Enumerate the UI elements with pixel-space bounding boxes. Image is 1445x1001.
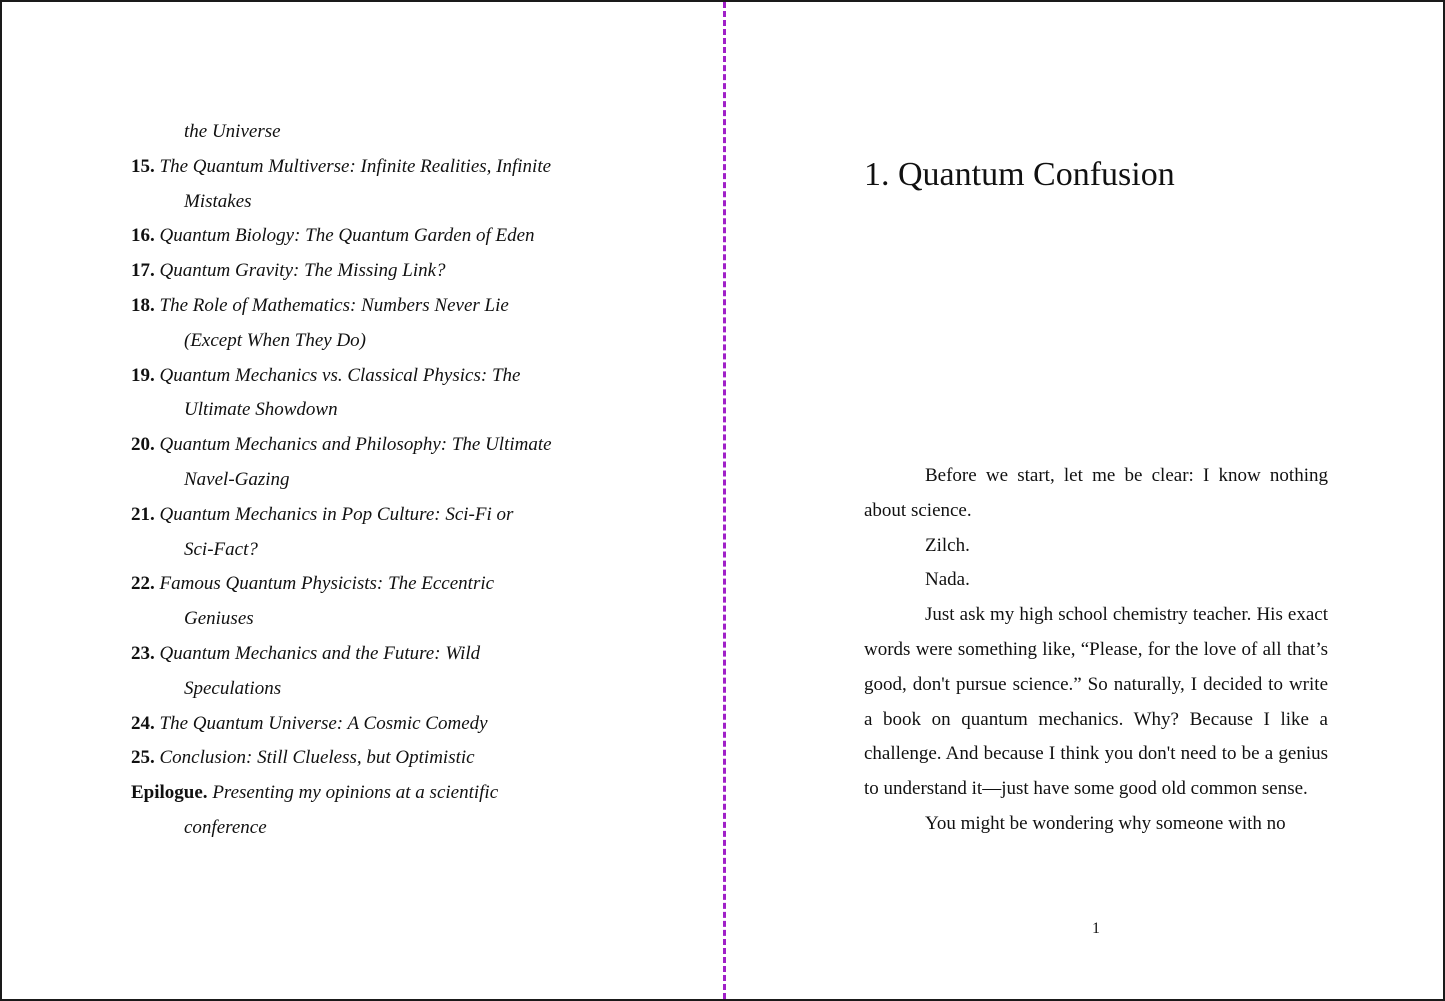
toc-entry xyxy=(131,150,601,220)
toc-entry-title: Quantum Mechanics in Pop Culture: Sci-Fi or xyxy=(159,503,514,525)
toc-entry-title: Quantum Gravity: The Missing Link? xyxy=(159,260,446,282)
toc-entry-title: The Quantum Universe: A Cosmic Comedy xyxy=(159,712,488,734)
toc-entry xyxy=(131,254,601,289)
body-paragraph: Before we start, let me be clear: I know nothing about science. xyxy=(864,465,1328,521)
toc-entry-title: The Quantum Multiverse: Infinite Realities, Infinite xyxy=(159,155,552,177)
toc-entry xyxy=(131,707,601,742)
table-of-contents xyxy=(131,115,601,846)
toc-entry-title-continued: Geniuses xyxy=(184,608,254,630)
toc-entry-title: Quantum Mechanics and the Future: Wild xyxy=(159,642,481,664)
toc-entry xyxy=(131,289,601,359)
page-divider xyxy=(723,2,726,999)
toc-entry xyxy=(131,498,601,568)
body-paragraph: Nada. xyxy=(925,569,970,591)
toc-entry-title-continued: Mistakes xyxy=(184,190,252,212)
toc-continued-line: the Universe xyxy=(184,121,281,142)
toc-entry xyxy=(131,567,601,637)
chapter-title: 1. Quantum Confusion xyxy=(864,156,1175,193)
toc-entry-number: 16. xyxy=(131,225,155,247)
toc-entry-title: Quantum Mechanics and Philosophy: The Ultimate xyxy=(159,434,552,456)
toc-entry-number: 25. xyxy=(131,747,155,769)
toc-entry-title-continued: Sci-Fact? xyxy=(184,538,258,560)
toc-entry-number: 18. xyxy=(131,294,155,316)
toc-entry-title: Conclusion: Still Clueless, but Optimistic xyxy=(159,747,475,769)
body-paragraph: Just ask my high school chemistry teacher. His exact words were something like, “Please, for the love of all that’s good, don't pursue science.” So naturally, I decided to write a book on quantum mechanics. Why? Because I like a challenge. And because I think you don't need to be a genius to understand it—just have some good old common sense. xyxy=(864,604,1328,800)
toc-entry xyxy=(131,359,601,429)
toc-entry-number: 17. xyxy=(131,260,155,282)
toc-entry-title: The Role of Mathematics: Numbers Never Lie xyxy=(159,294,509,316)
toc-entry-number: Epilogue. xyxy=(131,782,208,804)
toc-entry-number: 21. xyxy=(131,503,155,525)
page-number: 1 xyxy=(1092,920,1100,937)
toc-entry-title-continued: Navel-Gazing xyxy=(184,468,290,490)
toc-entry xyxy=(131,776,601,846)
toc-entry xyxy=(131,428,601,498)
toc-entry-title-continued: conference xyxy=(184,816,267,838)
toc-entry-title-continued: Speculations xyxy=(184,677,282,699)
chapter-body xyxy=(864,459,1328,842)
toc-entry-number: 20. xyxy=(131,434,155,456)
toc-entry-number: 15. xyxy=(131,155,155,177)
body-paragraph: You might be wondering why someone with no xyxy=(925,812,1286,834)
toc-entry xyxy=(131,219,601,254)
toc-entry-number: 24. xyxy=(131,712,155,734)
toc-entry-title-continued: Ultimate Showdown xyxy=(184,399,338,421)
toc-entry-title-continued: (Except When They Do) xyxy=(184,329,367,351)
toc-entry-title: Famous Quantum Physicists: The Eccentric xyxy=(159,573,495,595)
toc-entry-number: 19. xyxy=(131,364,155,386)
toc-entry-number: 23. xyxy=(131,642,155,664)
toc-entry-title: Quantum Biology: The Quantum Garden of Eden xyxy=(159,225,535,247)
toc-entry xyxy=(131,637,601,707)
toc-entry xyxy=(131,741,601,776)
toc-entry-title: Presenting my opinions at a scientific xyxy=(212,782,499,804)
toc-entry-number: 22. xyxy=(131,573,155,595)
toc-entry-title: Quantum Mechanics vs. Classical Physics: The xyxy=(159,364,521,386)
body-paragraph: Zilch. xyxy=(925,534,970,556)
